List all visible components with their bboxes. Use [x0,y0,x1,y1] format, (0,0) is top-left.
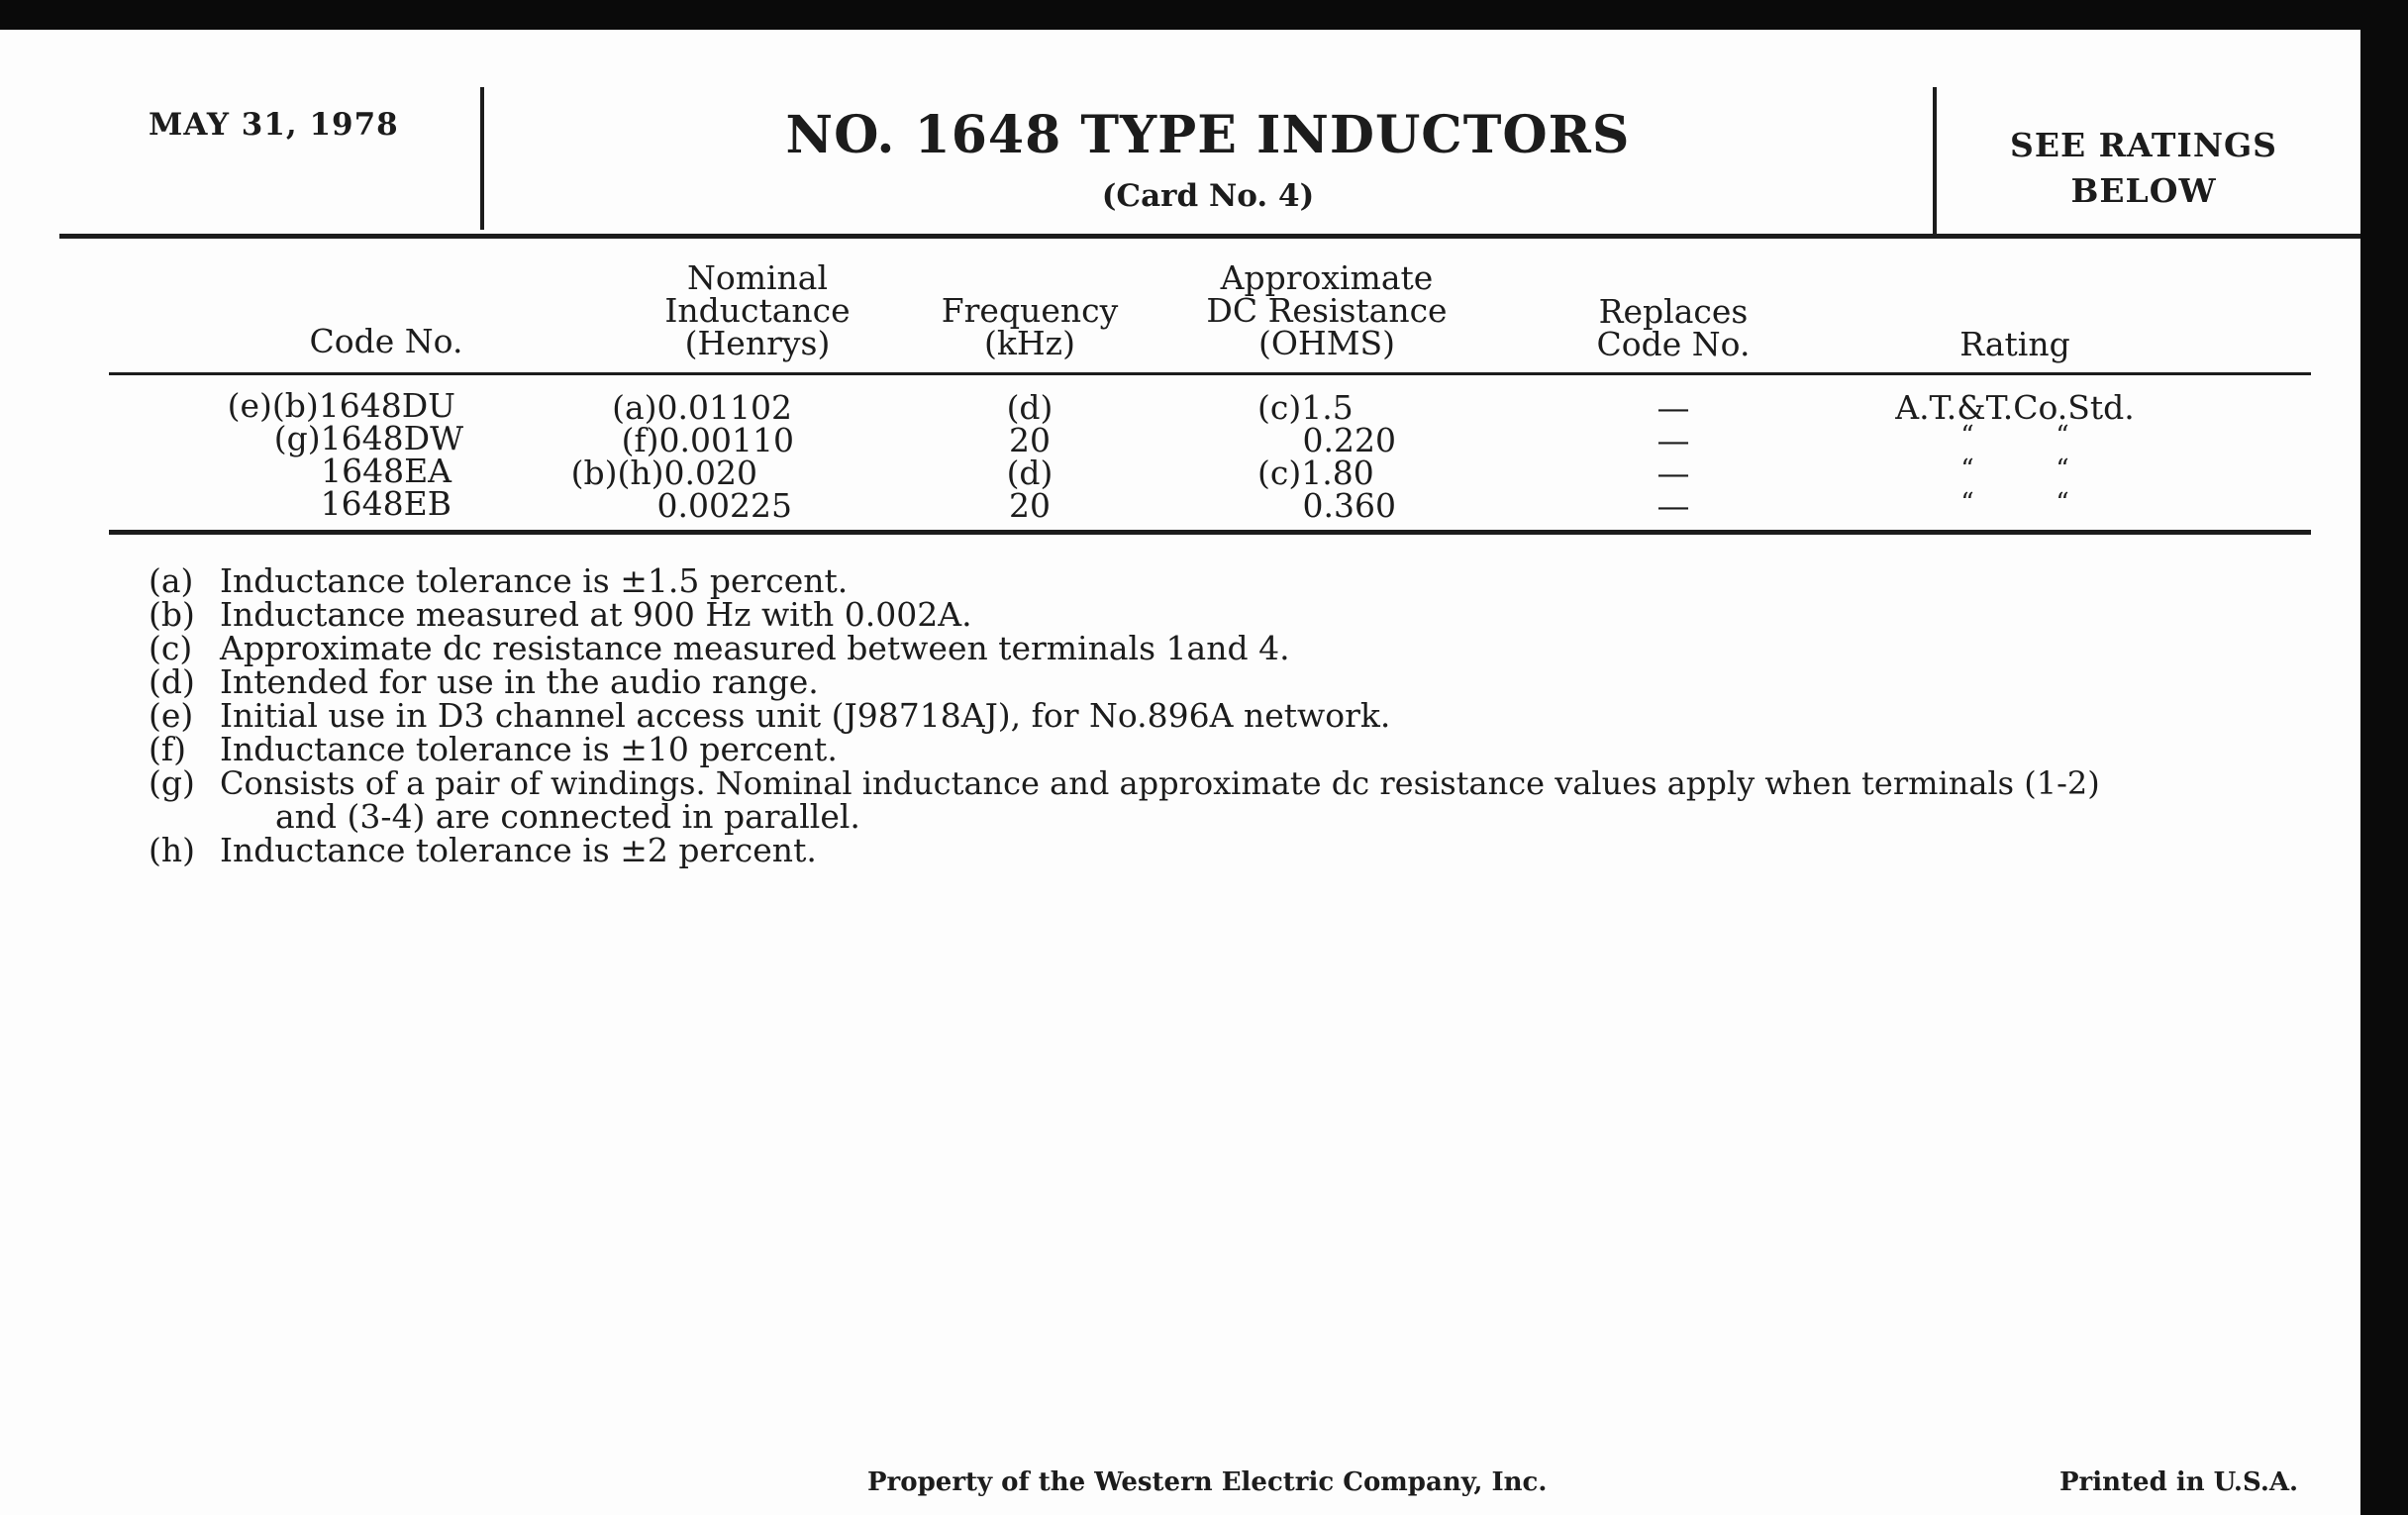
replaces-cell: — [1656,454,1690,492]
property-notice: Property of the Western Electric Company, Inc. [867,1467,1548,1497]
footnote-f: (f) Inductance tolerance is ±10 percent. [149,730,838,768]
inductance-cell: (b)(h)0.020 [570,454,757,492]
printed-in-notice: Printed in U.S.A. [2059,1467,2299,1497]
table-header-rule [109,372,2311,375]
header-divider-left [480,87,484,230]
rating-cell: “ “ [1960,488,2069,518]
replaces-cell: — [1656,388,1690,427]
header-rating: Rating [1959,325,2070,363]
rating-cell: “ “ [1960,421,2069,451]
header-dc-resistance: Approximate DC Resistance (OHMS) [1206,258,1448,362]
ratings-note-line1: SEE RATINGS [2009,126,2278,164]
replaces-cell: — [1656,421,1690,459]
footnote-c: (c) Approximate dc resistance measured between terminals 1and 4. [149,629,1290,667]
frequency-cell: 20 [1009,486,1051,525]
header-rule [59,234,2360,239]
inductance-cell: 0.00225 [656,486,792,525]
table-bottom-rule [109,530,2311,535]
card-date: MAY 31, 1978 [149,107,399,143]
frequency-cell: 20 [1009,421,1051,459]
footnote-d: (d) Intended for use in the audio range. [149,662,819,701]
resistance-cell: (c)1.5 [1257,388,1354,427]
card-title: NO. 1648 TYPE INDUCTORS [785,105,1631,165]
resistance-cell: 0.360 [1302,486,1396,525]
footnotes [149,561,2100,869]
header-nominal-inductance: Nominal Inductance (Henrys) [664,258,851,362]
resistance-cell: 0.220 [1302,421,1396,459]
card-subtitle: (Card No. 4) [1101,178,1315,214]
rating-cell: A.T.&T.Co.Std. [1895,388,2135,427]
frequency-cell: (d) [1006,388,1054,427]
footnote-a: (a) Inductance tolerance is ±1.5 percent. [149,561,849,600]
footnote-g-continuation: and (3-4) are connected in parallel. [275,797,860,836]
header-divider-right [1933,87,1937,234]
ratings-note [1970,123,2317,214]
header-code-no: Code No. [309,322,463,360]
footnote-g: (g) Consists of a pair of windings. Nominal inductance and approximate dc resistance values apply when terminals (1-2) [149,763,2100,802]
scan-top-border [0,0,2408,30]
code-cell: (e)(b)1648DU [227,386,455,425]
footnote-h: (h) Inductance tolerance is ±2 percent. [149,831,817,869]
code-cell: (g)1648DW [273,419,463,457]
scan-right-border [2360,0,2408,1515]
code-cell: 1648EB [320,484,452,523]
header-frequency: Frequency (kHz) [941,291,1119,362]
footnote-b: (b) Inductance measured at 900 Hz with 0.002A. [149,595,972,634]
resistance-cell: (c)1.80 [1257,454,1374,492]
inductance-cell: (f)0.00110 [621,421,794,459]
footnote-e: (e) Initial use in D3 channel access unit (J98718AJ), for No.896A network. [149,696,1391,735]
replaces-cell: — [1656,486,1690,525]
rating-cell: “ “ [1960,454,2069,484]
header-replaces-code-no: Replaces Code No. [1596,292,1751,363]
inductance-cell: (a)0.01102 [612,388,792,427]
code-cell: 1648EA [321,452,452,490]
ratings-note-line2: BELOW [2070,171,2217,210]
frequency-cell: (d) [1006,454,1054,492]
